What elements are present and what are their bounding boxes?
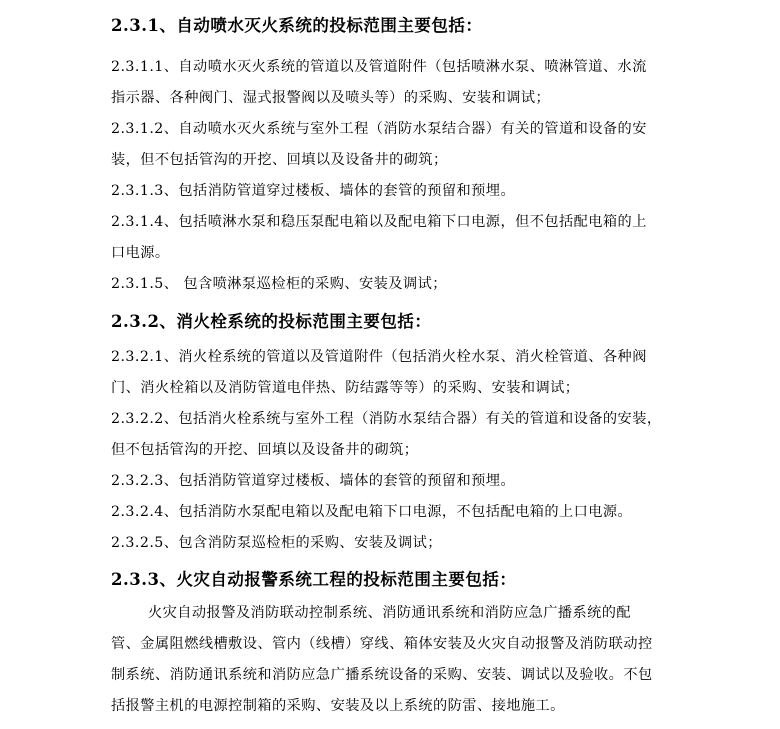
item-2-3-2-3-line-1: 2.3.2.3、包括消防管道穿过楼板、墙体的套管的预留和预埋。 [111,473,516,489]
item-2-3-2-1-line-2: 门、消火栓箱以及消防管道电伴热、防结露等等）的采购、安装和调试； [111,380,580,396]
item-2-3-1-2-line-1: 2.3.1.2、自动喷水灭火系统与室外工程（消防水泵结合器）有关的管道和设备的安 [111,121,647,137]
item-2-3-1-5-line-1: 2.3.1.5、 包含喷淋泵巡检柜的采购、安装及调试； [111,276,447,292]
item-2-3-2-2-line-2: 但不包括管沟的开挖、回填以及设备井的砌筑； [111,442,419,458]
item-2-3-1-3-line-1: 2.3.1.3、包括消防管道穿过楼板、墙体的套管的预留和预埋。 [111,183,516,199]
item-2-3-1-1-line-2: 指示器、各种阀门、湿式报警阀以及喷头等）的采购、安装和调试； [111,90,551,106]
item-2-3-1-1-line-1: 2.3.1.1、自动喷水灭火系统的管道以及管道附件（包括喷淋水泵、喷淋管道、水流 [111,59,647,75]
item-2-3-1-4-line-1: 2.3.1.4、包括喷淋水泵和稳压泵配电箱以及配电箱下口电源，但不包括配电箱的上 [111,214,647,230]
paragraph-line-3: 制系统、消防通讯系统和消防应急广播系统设备的采购、安装、调试以及验收。不包 [111,667,653,683]
section-heading-2-3-1: 2.3.1、自动喷水灭火系统的投标范围主要包括： [111,16,483,35]
item-2-3-2-4-line-1: 2.3.2.4、包括消防水泵配电箱以及配电箱下口电源，不包括配电箱的上口电源。 [111,504,633,520]
item-2-3-2-2-line-1: 2.3.2.2、包括消火栓系统与室外工程（消防水泵结合器）有关的管道和设备的安装， [111,411,662,427]
item-2-3-1-2-line-2: 装，但不包括管沟的开挖、回填以及设备井的砌筑； [111,152,448,168]
paragraph-line-4: 括报警主机的电源控制箱的采购、安装及以上系统的防雷、接地施工。 [111,698,565,714]
paragraph-line-1: 火灾自动报警及消防联动控制系统、消防通讯系统和消防应急广播系统的配 [148,605,632,621]
item-2-3-2-1-line-1: 2.3.2.1、消火栓系统的管道以及管道附件（包括消火栓水泵、消火栓管道、各种阀 [111,349,647,365]
paragraph-line-2: 管、金属阻燃线槽敷设、管内（线槽）穿线、箱体安装及火灾自动报警及消防联动控 [111,636,653,652]
section-heading-2-3-3: 2.3.3、火灾自动报警系统工程的投标范围主要包括： [111,570,517,589]
section-heading-2-3-2: 2.3.2、消火栓系统的投标范围主要包括： [111,312,432,331]
item-2-3-2-5-line-1: 2.3.2.5、包含消防泵巡检柜的采购、安装及调试； [111,535,442,551]
item-2-3-1-4-line-2: 口电源。 [111,245,170,261]
